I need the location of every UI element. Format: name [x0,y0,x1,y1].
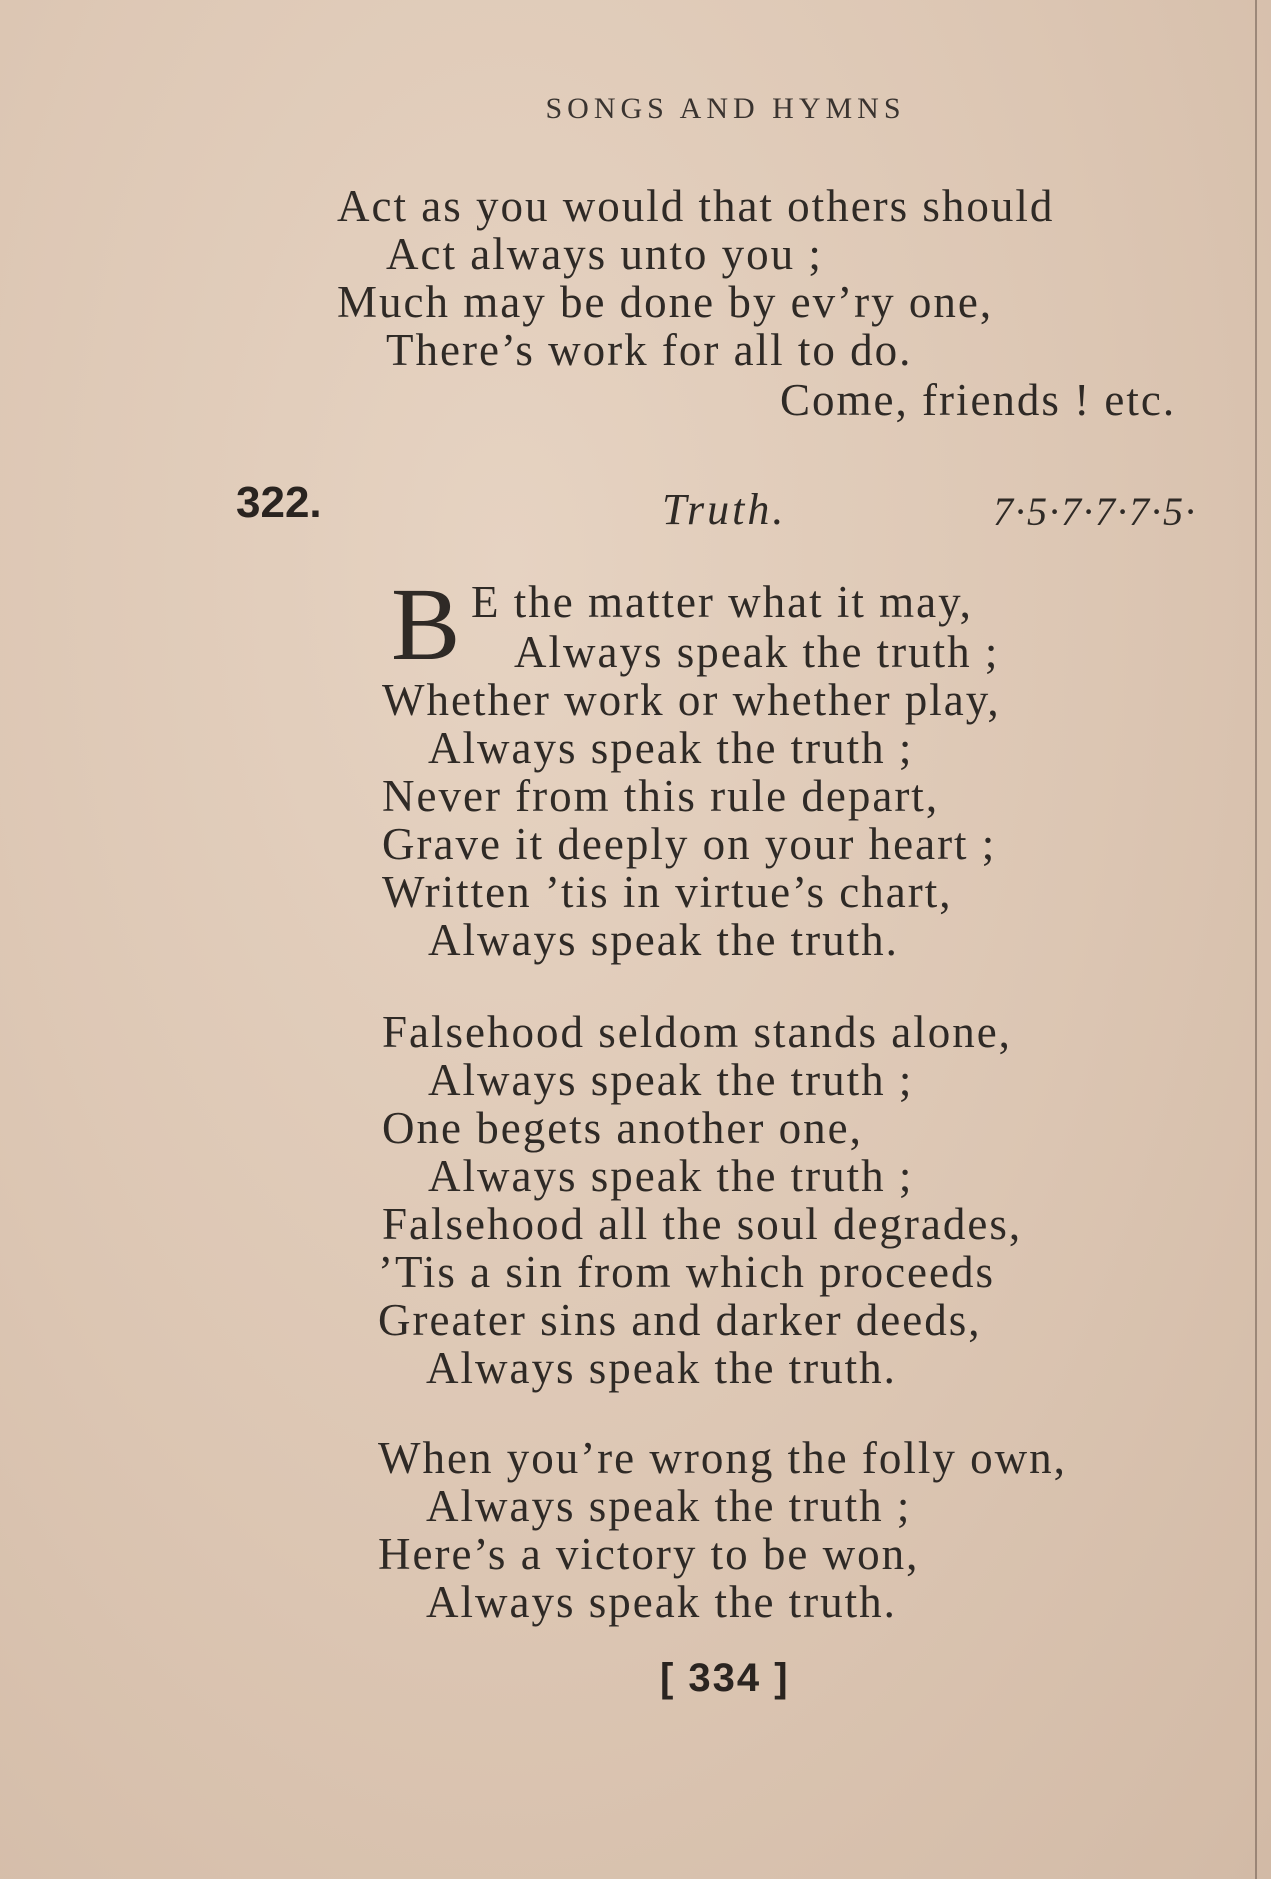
hymn-meter: 7·5·7·7·7·5· [993,489,1197,534]
verse-line: ’Tis a sin from which proceeds [378,1247,996,1297]
verse-line: Written ’tis in virtue’s chart, [382,867,953,917]
verse-line: Falsehood seldom stands alone, [382,1007,1012,1057]
refrain-line: Come, friends ! etc. [780,375,1177,425]
hymn-number: 322. [236,478,322,527]
verse-line: There’s work for all to do. [386,325,913,375]
verse-line: Always speak the truth ; [428,1151,914,1201]
verse-line: Whether work or whether play, [382,675,1001,725]
verse-line: One begets another one, [382,1103,863,1153]
verse-line: Here’s a victory to be won, [378,1529,920,1579]
verse-line: Grave it deeply on your heart ; [382,819,997,869]
verse-line: Never from this rule depart, [382,771,940,821]
verse-line: Falsehood all the soul degrades, [382,1199,1023,1249]
running-head: SONGS AND HYMNS [545,92,906,125]
verse-line: Much may be done by ev’ry one, [337,277,994,327]
hymn-title: Truth. [662,485,787,534]
verse-line: Act as you would that others should [337,181,1055,231]
verse-line: When you’re wrong the folly own, [378,1433,1067,1483]
verse-line: Always speak the truth. [426,1343,897,1393]
verse-line: Always speak the truth ; [514,627,1000,677]
verse-line: E the matter what it may, [471,577,973,627]
verse-line: Always speak the truth ; [428,723,914,773]
verse-line: Greater sins and darker deeds, [378,1295,982,1345]
verse-line: Always speak the truth ; [426,1481,912,1531]
verse-line: Always speak the truth. [428,915,899,965]
verse-line: Always speak the truth ; [428,1055,914,1105]
page-edge [1255,0,1271,1879]
verse-line: Always speak the truth. [426,1577,897,1627]
page-number: [ 334 ] [660,1656,790,1700]
drop-cap: B [391,567,461,682]
verse-line: Act always unto you ; [386,229,823,279]
